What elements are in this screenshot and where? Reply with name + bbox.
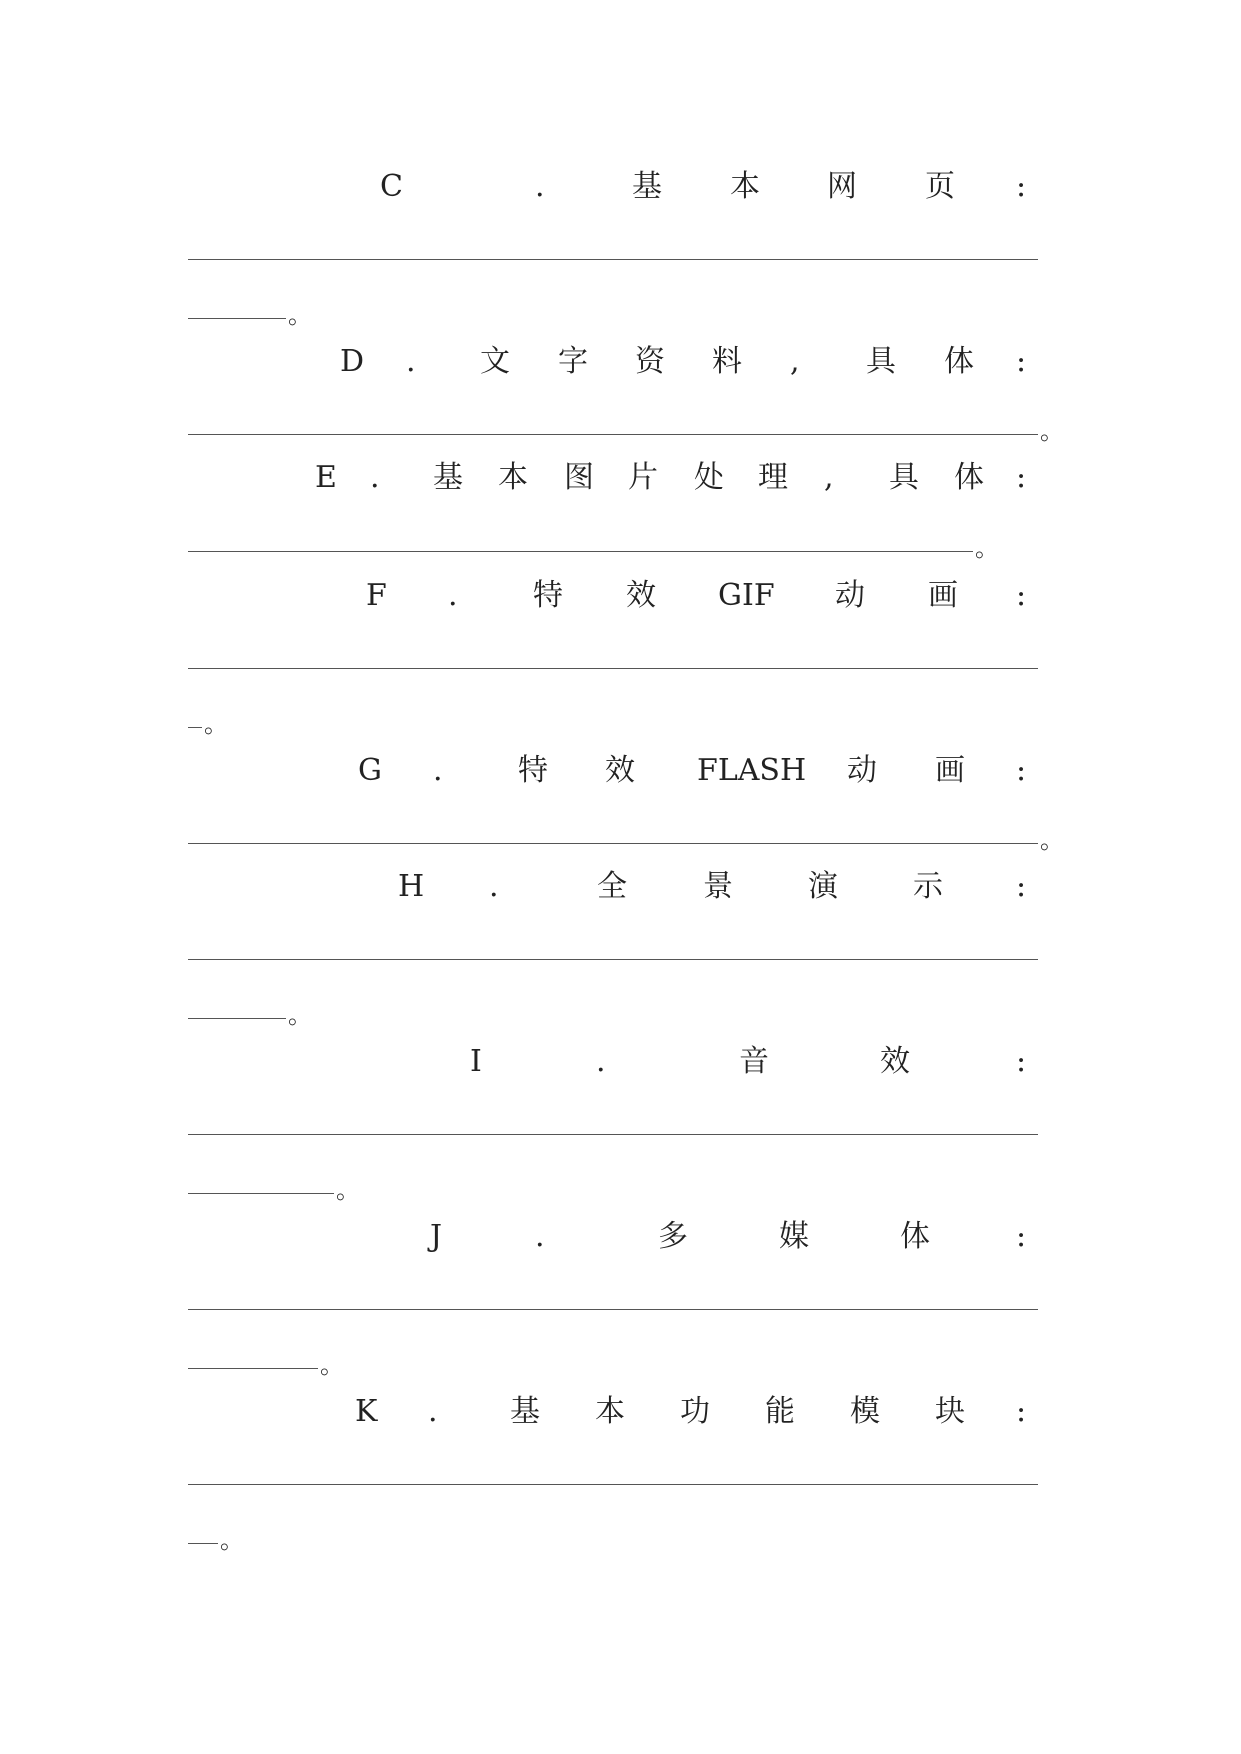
item-char: 基: [433, 460, 463, 495]
item-letter: I: [470, 1044, 482, 1079]
item-char: 本: [498, 460, 528, 495]
item-dot: .: [406, 344, 416, 379]
fill-rule: [188, 259, 1038, 260]
item-char: 效: [626, 578, 656, 613]
item-char: 景: [703, 869, 733, 904]
item-char: 多: [658, 1219, 688, 1254]
fill-rule: [188, 1484, 1038, 1485]
item-char: 特: [518, 753, 548, 788]
item-h-answer-line-end: [188, 997, 312, 1029]
item-char: 字: [558, 344, 588, 379]
item-comma: ,: [790, 344, 800, 379]
item-char: 资: [635, 344, 665, 379]
item-char: 演: [808, 869, 838, 904]
item-char: 画: [935, 753, 965, 788]
item-colon: :: [1016, 578, 1027, 613]
item-char: 效: [605, 753, 635, 788]
item-k-answer-line-end: [188, 1522, 243, 1552]
item-colon: :: [1016, 1219, 1027, 1254]
item-c-answer-line: [188, 238, 1038, 268]
item-dot: .: [428, 1394, 438, 1429]
item-char: 全: [597, 869, 627, 904]
item-c-answer-line-end: [188, 297, 312, 329]
item-i-answer-line: [188, 1113, 1038, 1143]
item-char: 具: [889, 460, 919, 495]
item-char: 音: [739, 1044, 769, 1079]
full-stop: 。: [336, 1176, 360, 1204]
item-char: 处: [694, 460, 724, 495]
item-c-heading: [0, 167, 1036, 207]
item-h-answer-line: [188, 938, 1038, 968]
full-stop: 。: [1040, 417, 1064, 445]
item-char: 具: [866, 344, 896, 379]
item-e-answer-line: [188, 530, 998, 560]
item-char: 模: [850, 1394, 880, 1429]
item-dot: .: [596, 1044, 606, 1079]
full-stop: 。: [220, 1526, 244, 1554]
item-letter: H: [398, 869, 425, 904]
item-letter: K: [355, 1394, 378, 1429]
item-char: 效: [880, 1044, 910, 1079]
fill-rule: [188, 727, 202, 728]
item-k-answer-line: [188, 1463, 1038, 1493]
fill-rule: [188, 1134, 1038, 1135]
fill-rule: [188, 843, 1038, 844]
item-d-answer-line: [188, 413, 1063, 443]
item-code: FLASH: [697, 753, 807, 788]
full-stop: 。: [1040, 826, 1064, 854]
item-comma: ,: [824, 460, 834, 495]
item-char: 页: [925, 169, 955, 204]
item-char: 示: [913, 869, 943, 904]
item-letter: E: [315, 460, 337, 495]
item-colon: :: [1016, 1044, 1027, 1079]
fill-rule: [188, 1309, 1038, 1310]
item-g-answer-line: [188, 822, 1063, 852]
full-stop: 。: [288, 301, 312, 329]
item-char: 基: [632, 169, 662, 204]
item-j-heading: [0, 1217, 1036, 1257]
item-f-answer-line: [188, 647, 1038, 677]
item-char: 能: [765, 1394, 795, 1429]
item-code: GIF: [718, 578, 775, 613]
fill-rule: [188, 434, 1038, 435]
item-char: 体: [944, 344, 974, 379]
fill-rule: [188, 1368, 318, 1369]
item-char: 基: [510, 1394, 540, 1429]
item-letter: D: [340, 344, 365, 379]
item-char: 理: [758, 460, 788, 495]
item-dot: .: [433, 753, 443, 788]
item-h-heading: [0, 867, 1036, 907]
item-i-heading: [0, 1042, 1036, 1082]
fill-rule: [188, 1018, 286, 1019]
item-char: 特: [533, 578, 563, 613]
item-char: 块: [935, 1394, 965, 1429]
fill-rule: [188, 1543, 218, 1544]
item-char: 片: [628, 460, 658, 495]
item-char: 动: [835, 578, 865, 613]
item-dot: .: [535, 169, 545, 204]
item-i-answer-line-end: [188, 1172, 358, 1202]
item-char: 功: [680, 1394, 710, 1429]
fill-rule: [188, 668, 1038, 669]
item-colon: :: [1016, 753, 1027, 788]
item-letter: F: [366, 578, 387, 613]
item-letter: C: [380, 169, 403, 204]
item-f-answer-line-end: [188, 706, 228, 736]
item-j-answer-line-end: [188, 1347, 344, 1379]
item-g-heading: [0, 751, 1036, 791]
item-char: 网: [827, 169, 857, 204]
item-char: 体: [900, 1219, 930, 1254]
item-colon: :: [1016, 869, 1027, 904]
fill-rule: [188, 959, 1038, 960]
full-stop: 。: [975, 534, 999, 562]
fill-rule: [188, 1193, 334, 1194]
item-dot: .: [370, 460, 380, 495]
item-char: 料: [712, 344, 742, 379]
full-stop: 。: [288, 1001, 312, 1029]
item-colon: :: [1016, 344, 1027, 379]
item-d-heading: [0, 342, 1036, 382]
item-char: 本: [595, 1394, 625, 1429]
item-letter: J: [430, 1219, 443, 1254]
fill-rule: [188, 551, 973, 552]
item-dot: .: [448, 578, 458, 613]
item-j-answer-line: [188, 1288, 1038, 1318]
item-char: 本: [730, 169, 760, 204]
item-char: 画: [928, 578, 958, 613]
full-stop: 。: [204, 710, 228, 738]
item-dot: .: [489, 869, 499, 904]
fill-rule: [188, 318, 286, 319]
item-f-heading: [0, 576, 1036, 616]
item-char: 文: [480, 344, 510, 379]
item-char: 体: [954, 460, 984, 495]
item-char: 媒: [779, 1219, 809, 1254]
item-char: 动: [847, 753, 877, 788]
full-stop: 。: [320, 1351, 344, 1379]
item-colon: :: [1016, 169, 1027, 204]
item-dot: .: [535, 1219, 545, 1254]
item-colon: :: [1016, 460, 1027, 495]
item-colon: :: [1016, 1394, 1027, 1429]
item-char: 图: [564, 460, 594, 495]
item-e-heading: [0, 458, 1036, 498]
item-letter: G: [358, 753, 382, 788]
item-k-heading: [0, 1392, 1036, 1432]
